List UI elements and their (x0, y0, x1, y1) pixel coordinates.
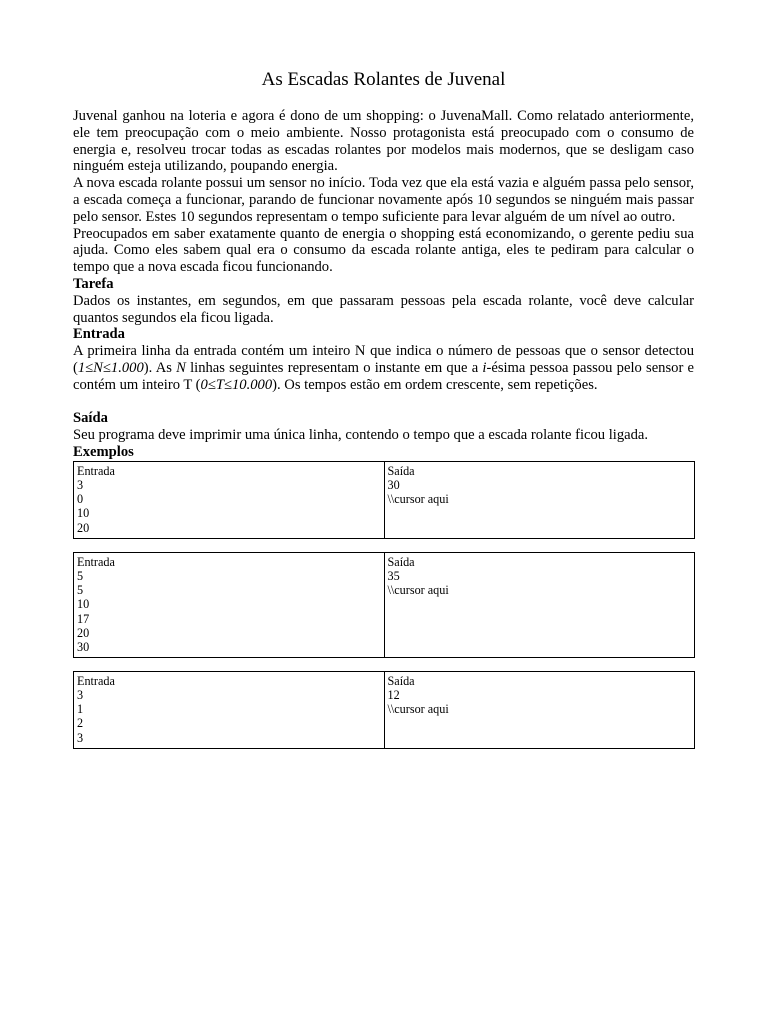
example-input-cell (74, 461, 385, 538)
entrada-text (73, 343, 694, 393)
entrada-constraint-t: 0≤T≤10.000 (200, 376, 273, 393)
output-line: \\cursor aqui (387, 492, 449, 507)
example-output-cell (384, 671, 695, 748)
input-line: 10 (77, 597, 90, 612)
input-label: Entrada (77, 463, 115, 478)
input-line: 17 (77, 611, 90, 626)
input-line: 3 (77, 687, 84, 702)
input-label: Entrada (77, 554, 115, 569)
input-line: 1 (77, 702, 84, 717)
input-line: 3 (77, 730, 84, 745)
output-label: Saída (387, 463, 415, 478)
entrada-constraint-n: 1≤N≤1.000 (77, 359, 144, 376)
document-page (73, 68, 694, 762)
input-line: 30 (77, 639, 90, 654)
tarefa-text: Dados os instantes, em segundos, em que passaram pessoas pela escada rolante, você deve calcular quantos segundos ela ficou ligada. (73, 292, 694, 326)
output-line: \\cursor aqui (387, 583, 449, 598)
input-line: 20 (77, 520, 90, 535)
output-label: Saída (387, 673, 415, 688)
output-line: 35 (387, 568, 400, 583)
entrada-var-i: i (482, 359, 487, 376)
output-line: \\cursor aqui (387, 702, 449, 717)
input-line: 3 (77, 477, 84, 492)
entrada-text-part: linhas seguintes representam o instante em que a (185, 359, 483, 376)
entrada-text-part: ). Os tempos estão em ordem crescente, sem repetições. (272, 376, 598, 393)
entrada-text-part: A primeira linha da entrada contém um inteiro N que indica o número de pessoas que o sensor detectou ( (73, 343, 694, 376)
saida-heading: Saída (73, 410, 108, 427)
entrada-heading: Entrada (73, 326, 125, 343)
example-input-cell (74, 671, 385, 748)
spacer (73, 394, 694, 411)
exemplos-heading: Exemplos (73, 443, 134, 460)
tarefa-heading: Tarefa (73, 275, 114, 292)
input-line: 20 (77, 625, 90, 640)
output-line: 30 (387, 477, 400, 492)
example-output-cell (384, 552, 695, 657)
input-line: 5 (77, 568, 84, 583)
output-line: 12 (387, 687, 400, 702)
example-table-1 (73, 461, 695, 539)
input-line: 10 (77, 506, 90, 521)
saida-text: Seu programa deve imprimir uma única linha, contendo o tempo que a escada rolante ficou ligada. (73, 427, 649, 444)
example-output-cell (384, 461, 695, 538)
page-title: As Escadas Rolantes de Juvenal (261, 69, 506, 90)
input-label: Entrada (77, 673, 115, 688)
input-line: 2 (77, 716, 84, 731)
entrada-var-n: N (176, 359, 186, 376)
input-line: 5 (77, 583, 84, 598)
example-table-3 (73, 671, 695, 749)
entrada-text-part: ). As (143, 359, 177, 376)
entrada-text-part: -ésima pessoa passou pelo sensor e contém um inteiro T ( (73, 359, 695, 393)
output-label: Saída (387, 554, 415, 569)
intro-paragraph-2: A nova escada rolante possui um sensor no início. Toda vez que ela está vazia e alguém passa pelo sensor, a escada começa a funcionar, parando de funcionar novamente após 10 segundos se ninguém mais passar pelo sensor. Estes 10 segundos representam o tempo suficiente para levar alguém de um nível ao outro. (73, 175, 694, 225)
intro-paragraph-1: Juvenal ganhou na loteria e agora é dono de um shopping: o JuvenaMall. Como relatado anteriormente, ele tem preocupação com o meio ambiente. Nosso protagonista está preocupado com o consumo de energia e, resolveu trocar todas as escadas rolantes por modelos mais modernos, que se desligam caso ninguém esteja utilizando, poupando energia. (73, 108, 694, 175)
input-line: 0 (77, 492, 84, 507)
example-input-cell (74, 552, 385, 657)
example-table-2 (73, 552, 695, 658)
intro-paragraph-3: Preocupados em saber exatamente quanto de energia o shopping está economizando, o gerente pediu sua ajuda. Como eles sabem qual era o consumo da escada rolante antiga, eles te pediram para calcular o tempo que a nova escada ficou funcionando. (73, 225, 694, 276)
examples-list (73, 461, 694, 749)
